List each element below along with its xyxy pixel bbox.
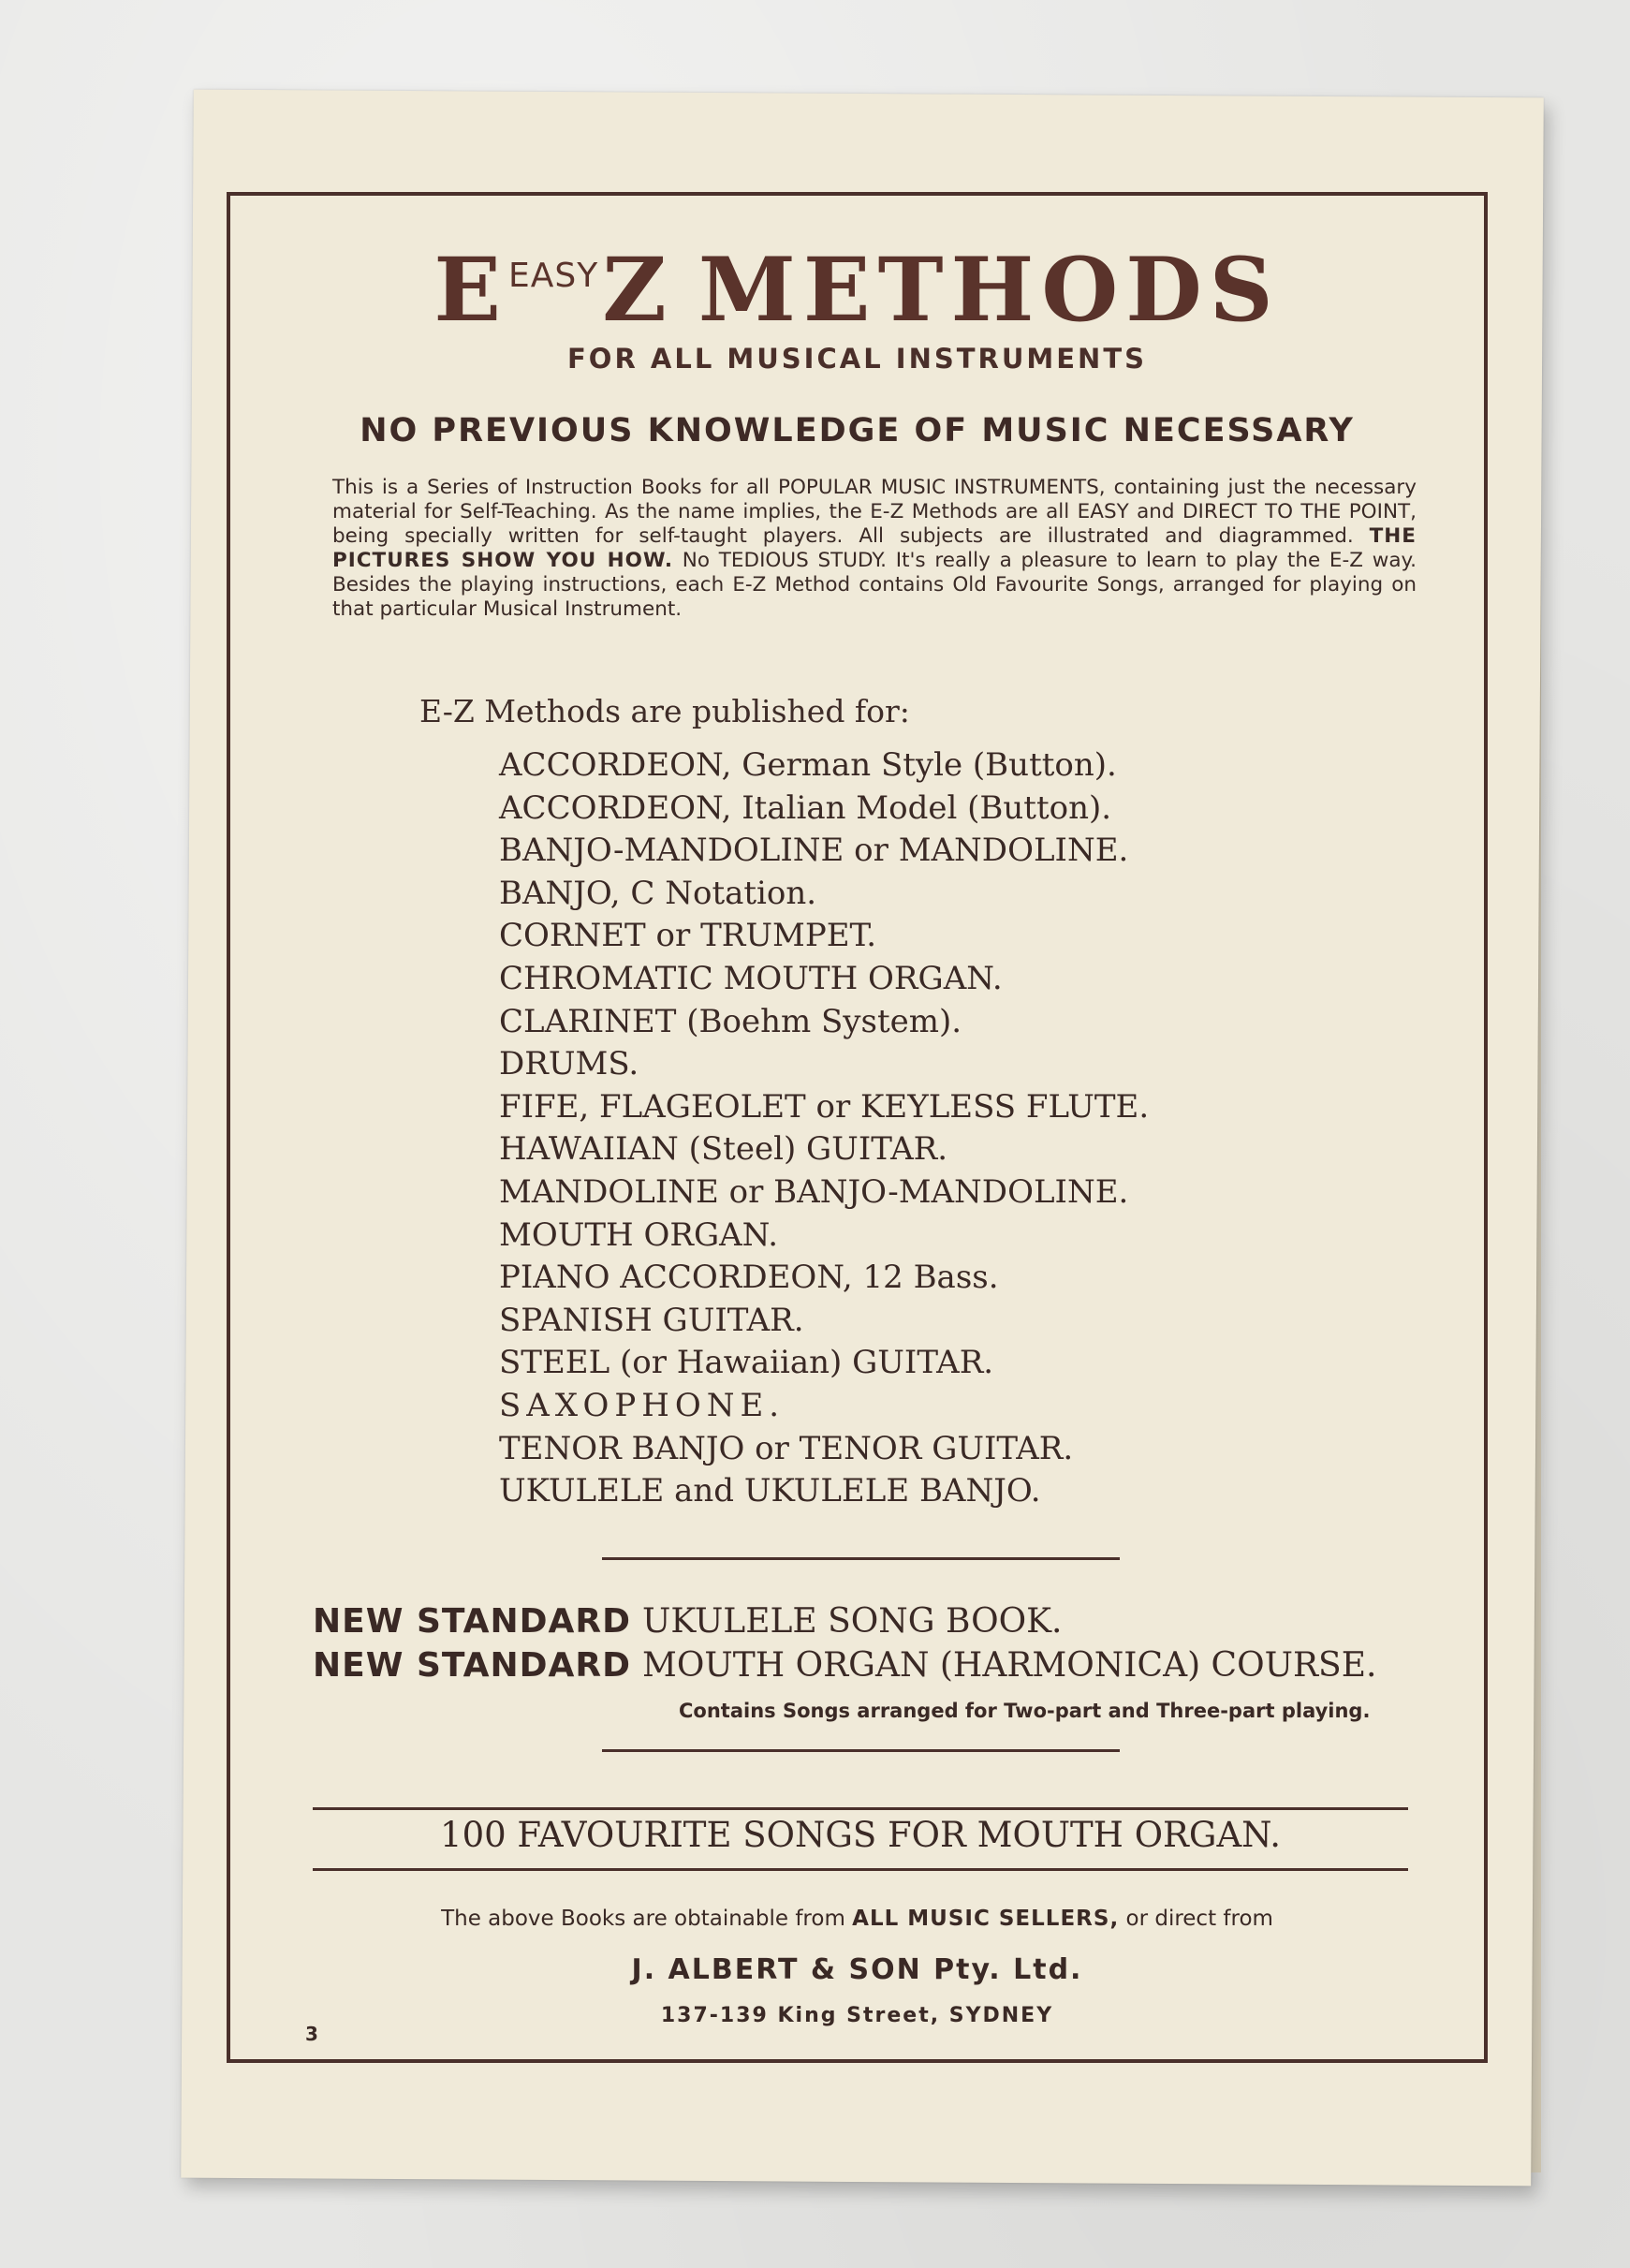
list-item: ACCORDEON, Italian Model (Button). <box>499 788 1112 827</box>
list-item: FIFE, FLAGEOLET or KEYLESS FLUTE. <box>499 1087 1150 1126</box>
list-item: CHROMATIC MOUTH ORGAN. <box>499 959 1003 997</box>
standard-title: UKULELE SONG BOOK. <box>642 1602 1063 1641</box>
title-easy: EASY <box>508 257 599 295</box>
title-e: E <box>433 239 506 342</box>
page-number: 3 <box>305 2023 318 2045</box>
instrument-list <box>499 744 1149 1513</box>
list-item: HAWAIIAN (Steel) GUITAR. <box>499 1130 948 1169</box>
divider-rule <box>313 1807 1408 1810</box>
list-item: SPANISH GUITAR. <box>499 1301 804 1339</box>
list-item: CLARINET (Boehm System). <box>499 1002 962 1040</box>
page-title <box>227 239 1488 342</box>
intro-text-1: This is a Series of Instruction Books for all POPULAR MUSIC INSTRUMENTS, containing just the necessary material for Self-Teaching. As the name implies, the E-Z Methods are all EASY and DIRECT TO THE POINT, being specially written for self-taught players. All subjects are illustrated and diagrammed. <box>332 476 1417 548</box>
list-item: PIANO ACCORDEON, 12 Bass. <box>499 1259 999 1297</box>
standard-book-2 <box>313 1645 1376 1685</box>
publisher-address: 137-139 King Street, SYDNEY <box>660 2004 1054 2027</box>
standard-title: MOUTH ORGAN (HARMONICA) COURSE. <box>642 1646 1377 1685</box>
intro-text-2: No TEDIOUS STUDY. It's really a pleasure to learn to play the E-Z way. Besides the playing instructions, each E-Z Method contains Old Favourite Songs, arranged for playing on that particular Musical Instrument. <box>332 549 1417 621</box>
divider-rule <box>602 1749 1120 1752</box>
standard-book-1 <box>313 1601 1062 1641</box>
list-item: DRUMS. <box>499 1045 639 1083</box>
obtain-line <box>227 1907 1488 1931</box>
list-item: MOUTH ORGAN. <box>499 1215 779 1254</box>
list-item: BANJO-MANDOLINE or MANDOLINE. <box>499 832 1129 870</box>
list-item: MANDOLINE or BANJO-MANDOLINE. <box>499 1172 1129 1211</box>
list-item: UKULELE and UKULELE BANJO. <box>499 1472 1041 1510</box>
obtain-text-1: The above Books are obtainable from <box>441 1907 845 1931</box>
intro-emphasis: THE PICTURES SHOW YOU HOW. <box>332 524 1417 572</box>
divider-rule <box>602 1557 1120 1560</box>
standard-prefix: NEW STANDARD <box>313 1602 631 1641</box>
knowledge-heading: NO PREVIOUS KNOWLEDGE OF MUSIC NECESSARY <box>360 412 1355 449</box>
page-subtitle: FOR ALL MUSICAL INSTRUMENTS <box>567 343 1147 375</box>
published-for-label: E-Z Methods are published for: <box>419 693 910 729</box>
list-item: ACCORDEON, German Style (Button). <box>499 746 1117 784</box>
publisher-name: J. ALBERT & SON Pty. Ltd. <box>631 1953 1083 1986</box>
title-z: Z <box>602 239 670 342</box>
list-item: BANJO, C Notation. <box>499 874 817 912</box>
list-item: CORNET or TRUMPET. <box>499 917 877 955</box>
favourite-songs: 100 FAVOURITE SONGS FOR MOUTH ORGAN. <box>440 1815 1281 1855</box>
list-item: SAXOPHONE. <box>499 1386 786 1424</box>
title-methods: METHODS <box>698 239 1281 342</box>
list-item: TENOR BANJO or TENOR GUITAR. <box>499 1429 1074 1467</box>
standard-prefix: NEW STANDARD <box>313 1646 631 1685</box>
obtain-emphasis: ALL MUSIC SELLERS, <box>852 1907 1120 1931</box>
divider-rule <box>313 1868 1408 1871</box>
obtain-text-2: or direct from <box>1125 1907 1273 1931</box>
intro-paragraph <box>332 476 1417 622</box>
contains-note: Contains Songs arranged for Two-part and Three-part playing. <box>679 1700 1371 1722</box>
list-item: STEEL (or Hawaiian) GUITAR. <box>499 1344 994 1382</box>
